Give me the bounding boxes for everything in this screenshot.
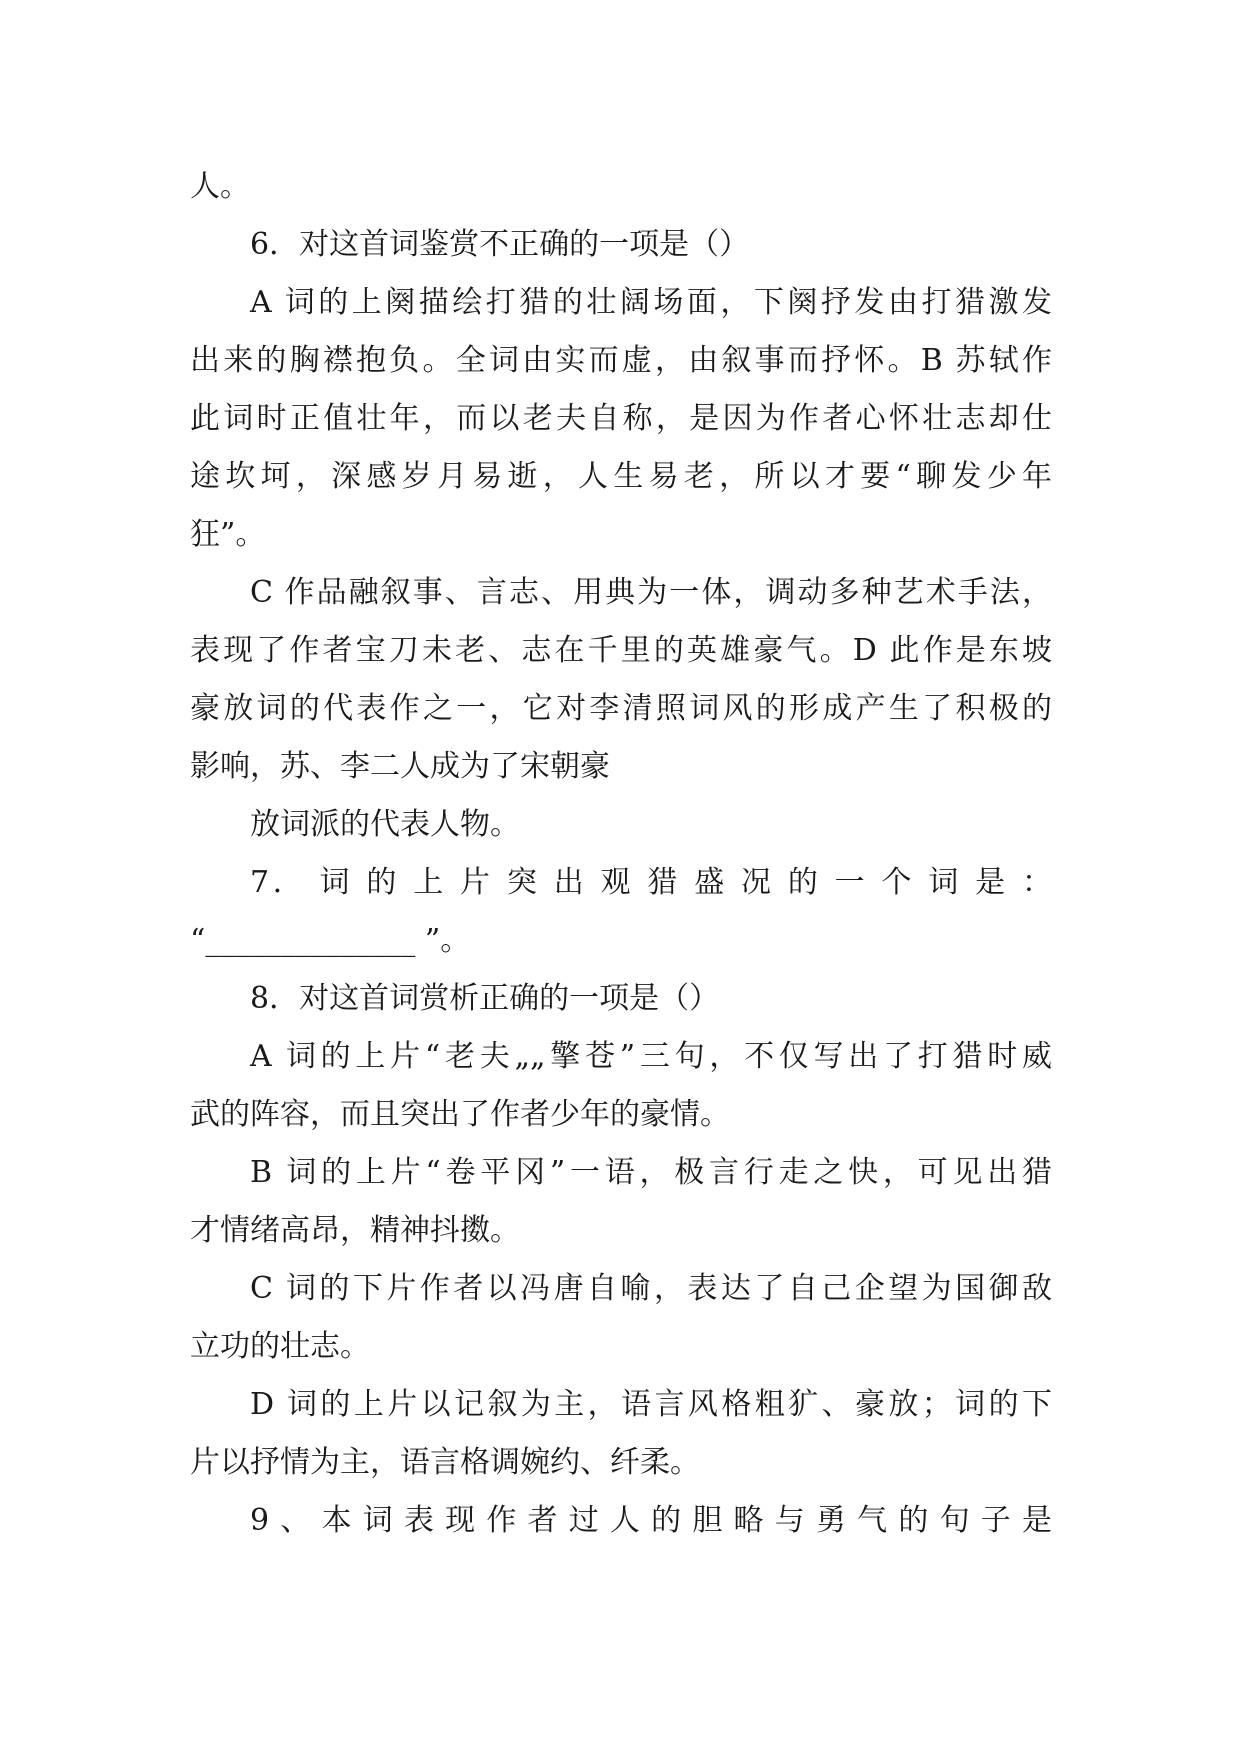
option-line: 武的阵容，而且突出了作者少年的豪情。 — [190, 1097, 730, 1132]
option-line: 才情绪高昂，精神抖擞。 — [190, 1213, 520, 1248]
option-line: 出来的胸襟抱负。全词由实而虚，由叙事而抒怀。B 苏轼作 — [190, 343, 1052, 378]
option-line: 片以抒情为主，语言格调婉约、纤柔。 — [190, 1445, 700, 1480]
question-8-line: 8．对这首词赏析正确的一项是（） — [250, 981, 720, 1016]
option-line: 狂”。 — [190, 517, 266, 552]
option-line: 放词派的代表人物。 — [250, 807, 520, 842]
option-line: 立功的壮志。 — [190, 1329, 370, 1364]
option-line: 影响，苏、李二人成为了宋朝豪 — [190, 749, 610, 784]
option-line: 表现了作者宝刀未老、志在千里的英雄豪气。D 此作是东坡 — [190, 633, 1052, 668]
answer-blank-line: “______________ ”。 — [190, 923, 471, 958]
question-7-line: 7． 词 的 上 片 突 出 观 猎 盛 况 的 一 个 词 是 ： — [250, 865, 1052, 900]
option-line: B 词的上片“卷平冈”一语，极言行走之快，可见出猎 — [250, 1155, 1052, 1190]
question-6-line: 6．对这首词鉴赏不正确的一项是（） — [250, 227, 750, 262]
option-line: A 词的上阕描绘打猎的壮阔场面，下阕抒发由打猎激发 — [250, 285, 1052, 320]
option-line: 途坎坷，深感岁月易逝，人生易老，所以才要“聊发少年 — [190, 459, 1052, 494]
option-line: A 词的上片“老夫„„擎苍”三句，不仅写出了打猎时威 — [250, 1039, 1052, 1074]
option-line: C 作品融叙事、言志、用典为一体，调动多种艺术手法， — [250, 575, 1052, 610]
text-line: 人。 — [190, 169, 250, 204]
option-line: C 词的下片作者以冯唐自喻，表达了自己企望为国御敌 — [250, 1271, 1052, 1306]
option-line: 此词时正值壮年，而以老夫自称，是因为作者心怀壮志却仕 — [190, 401, 1052, 436]
option-line: 豪放词的代表作之一，它对李清照词风的形成产生了积极的 — [190, 691, 1052, 726]
question-9-line: 9、本词表现作者过人的胆略与勇气的句子是 — [250, 1503, 1052, 1538]
document-body — [190, 158, 1052, 1550]
option-line: D 词的上片以记叙为主，语言风格粗犷、豪放；词的下 — [250, 1387, 1052, 1422]
